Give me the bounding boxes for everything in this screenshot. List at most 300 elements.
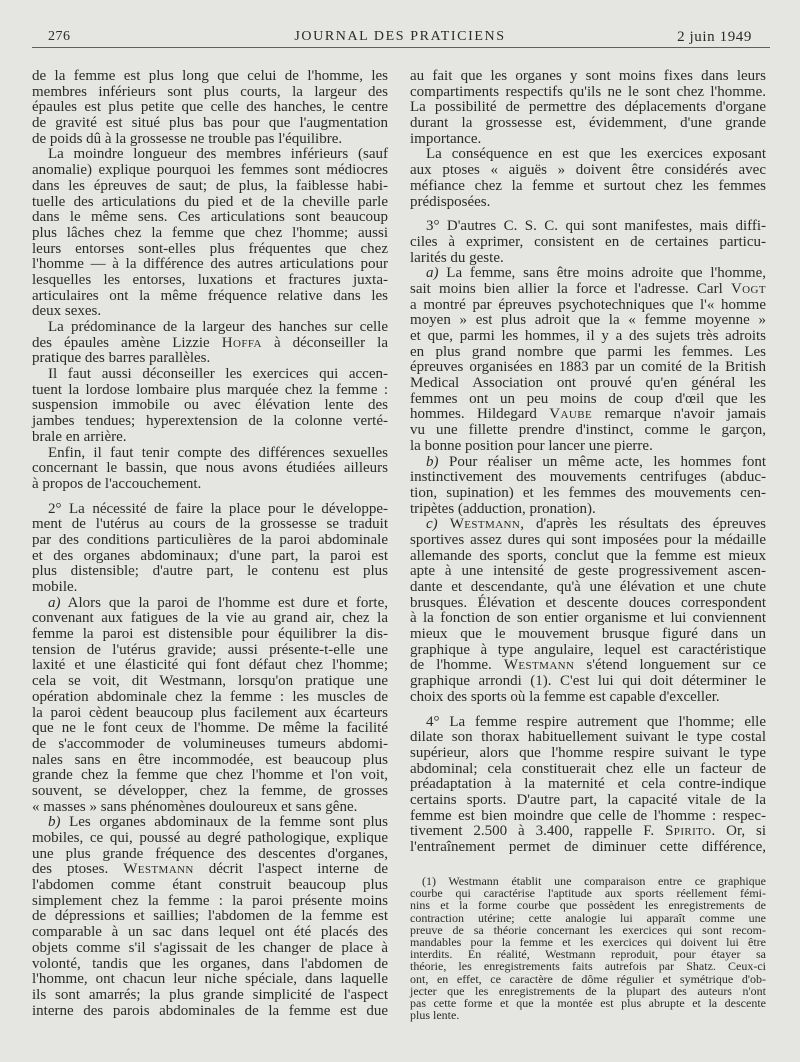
text-run: plus distensible; d'autre part, le contenu est plus <box>32 563 388 580</box>
line-text <box>410 328 766 344</box>
text-run: nales sans en être incommodée, est beaucoup plus <box>32 751 388 768</box>
line-text <box>32 720 388 736</box>
text-line <box>32 721 388 737</box>
line-text <box>410 610 766 626</box>
text-line <box>32 768 388 784</box>
line-text <box>32 99 388 115</box>
text-line <box>32 862 388 878</box>
line-text <box>32 971 388 987</box>
line-text <box>48 319 388 335</box>
text-line <box>32 925 388 941</box>
text-run: de dépressions et saillies; l'abdomen de la femme est <box>32 908 388 925</box>
text-run: graphique arrondi (1). C'est lui qui doit déterminer le <box>410 673 766 690</box>
line-text <box>32 256 388 272</box>
text-line <box>32 580 388 596</box>
text-run: dans les épreuves de saut; de plus, la faiblesse habi- <box>32 177 388 194</box>
text-run: à la fonction de son entier organisme et lui conviennent <box>410 610 766 627</box>
line-text <box>32 893 388 909</box>
paragraph <box>32 320 388 367</box>
text-run: cela se voit, dit Westmann, lorsqu'on pratique une <box>32 673 388 690</box>
text-run: femme la paroi est distensible pour équilibrer la dis- <box>32 626 388 643</box>
text-run: « masses » sans phénomènes douloureux et sans gêne. <box>32 798 358 815</box>
line-text <box>426 218 766 234</box>
paragraph <box>32 367 388 445</box>
line-text <box>410 131 481 147</box>
text-line <box>32 643 388 659</box>
text-line <box>32 242 388 258</box>
line-text <box>32 272 388 288</box>
text-run: dilate son thorax habituellement suivant le type costal <box>410 729 766 746</box>
text-run: importance. <box>410 130 482 147</box>
line-text <box>32 940 388 956</box>
text-run: allemande des sports, conclut que la femme est mieux <box>410 547 766 564</box>
text-run: plus lente. <box>410 1008 460 1023</box>
text-run: 4° La femme respire autrement que l'homme; elle <box>426 713 766 730</box>
text-line <box>32 179 388 195</box>
line-text <box>32 642 388 658</box>
text-line <box>32 226 388 242</box>
text-line <box>410 486 766 502</box>
text-run: courbe qui caractérise l'aptitude aux sports réellement fémi- <box>410 886 766 901</box>
text-run: 3° D'autres C. S. C. qui sont manifestes, mais diffi- <box>426 218 766 235</box>
line-text <box>32 460 388 476</box>
text-run: à propos de l'accouchement. <box>32 475 202 492</box>
line-text <box>426 265 766 281</box>
text-line <box>32 351 388 367</box>
text-run: moyen » est plus adroit que la « femme moyenne » <box>410 312 766 329</box>
text-run: certains sports. D'autre part, la capacité vitale de la <box>410 791 766 808</box>
text-line <box>410 132 766 148</box>
text-run: suspension immobile ou avec élévation lente des <box>32 397 388 414</box>
text-run: femmes ont un peu moins de coup d'œil que les <box>410 390 766 407</box>
line-text <box>410 595 766 611</box>
text-run: simplement chez la femme : la paroi présente moins <box>32 892 388 909</box>
line-text <box>32 178 388 194</box>
line-text <box>410 745 766 761</box>
text-line <box>410 824 766 840</box>
paragraph <box>410 455 766 518</box>
text-line <box>32 878 388 894</box>
text-run: pratique des barres parallèles. <box>32 350 211 367</box>
text-run: ment de l'utérus au cours de la grossesse se traduit <box>32 516 388 533</box>
text-line <box>32 596 388 612</box>
line-text <box>410 312 766 328</box>
text-run: de l'homme. <box>410 657 504 674</box>
text-run: brale en arrière. <box>32 428 127 445</box>
text-run: en plus grand nombre que parmi les femmes. Les <box>410 343 766 360</box>
text-line <box>410 179 766 195</box>
text-line <box>32 815 388 831</box>
text-run: des ptoses. <box>32 861 124 878</box>
text-run: tuelle des articulations du pied et de la cheville parle <box>32 193 388 210</box>
text-line <box>410 329 766 345</box>
text-line <box>32 477 388 493</box>
paragraph <box>410 219 766 266</box>
text-run: ciles à exprimer, consistent en de certaines particu- <box>410 233 766 250</box>
text-run: Les organes abdominaux de la femme sont plus <box>60 814 388 831</box>
line-text <box>32 516 388 532</box>
line-text <box>32 303 101 319</box>
text-line <box>410 746 766 762</box>
text-line <box>32 210 388 226</box>
paragraph <box>32 502 388 596</box>
text-run: mieux que le mouvement brusque figuré dans un <box>410 626 766 643</box>
text-line <box>410 762 766 778</box>
line-text <box>32 131 342 147</box>
text-line <box>410 360 766 376</box>
line-text <box>410 996 766 1010</box>
line-text <box>32 673 388 689</box>
text-run: théorie, les enregistrements faits autrefois par Shatz. Ceux-ci <box>410 959 766 974</box>
text-run: tivement 2.500 à 3.400, rappelle F. <box>410 823 666 840</box>
text-run: l'homme, ont chacun leur niche spéciale, dans laquelle <box>32 971 388 988</box>
paragraph <box>410 517 766 705</box>
text-run: articulaires ont la même fréquence relative dans les <box>32 287 388 304</box>
text-run: La femme, sans être moins adroite que l'homme, <box>438 265 766 282</box>
text-line <box>32 147 388 163</box>
text-run: de poids dû à la grossesse ne trouble pas l'équilibre. <box>32 130 343 147</box>
text-line <box>32 195 388 211</box>
line-text <box>410 391 766 407</box>
line-text <box>48 501 388 517</box>
line-text <box>32 225 388 241</box>
text-run: tuent la lordose lombaire plus marquée chez la femme : <box>32 381 388 398</box>
text-line <box>410 407 766 423</box>
text-run: par des conditions particulières de la paroi abdominale <box>32 531 388 548</box>
text-line <box>32 941 388 957</box>
text-line <box>32 414 388 430</box>
text-line <box>32 533 388 549</box>
line-text <box>32 84 388 100</box>
text-run: grande chez la femme que chez l'homme et l'on voit, <box>32 767 388 784</box>
text-line <box>32 163 388 179</box>
left-text-column <box>32 69 388 1019</box>
paragraph <box>32 815 388 1019</box>
text-run: de gravité est situé plus bas pour que l'augmentation <box>32 115 388 132</box>
line-text <box>32 924 388 940</box>
text-run: interdits. En réalité, Westmann reproduit, pour étayer sa <box>410 947 766 962</box>
text-line <box>410 793 766 809</box>
line-text <box>32 335 388 351</box>
text-line <box>410 251 766 267</box>
item-label: a) <box>426 265 439 282</box>
line-text <box>410 673 766 689</box>
text-run: au fait que les organes y sont moins fixes dans leurs <box>410 68 766 84</box>
text-line <box>410 147 766 163</box>
text-line <box>32 446 388 462</box>
line-text <box>32 767 388 783</box>
text-run: brusques. Élévation et descente douces correspondent <box>410 594 766 611</box>
line-text <box>48 595 388 611</box>
text-line <box>32 674 388 690</box>
line-text <box>410 297 766 313</box>
text-run: l'entraînement permet de diminuer cette différence, <box>410 839 766 855</box>
text-line <box>410 596 766 612</box>
text-run: Enfin, il faut tenir compte des différences sexuelles <box>48 444 388 461</box>
text-run: apte à une intensité de geste progressivement ascen- <box>410 563 766 580</box>
text-line <box>410 690 766 706</box>
text-line <box>410 345 766 361</box>
text-run: la paroi cèdent beaucoup plus facilement aux écarteurs <box>32 704 388 721</box>
text-line <box>410 502 766 518</box>
line-text <box>410 776 766 792</box>
text-line <box>32 957 388 973</box>
text-run: épreuves organisées en 1883 par un comité de la British <box>410 359 766 376</box>
line-text <box>32 830 388 846</box>
text-run: La conséquence en est que les exercices exposant <box>426 146 766 163</box>
text-run: femme est bien moindre que celle de l'homme : respec- <box>410 807 766 824</box>
section <box>32 69 388 493</box>
text-line <box>32 690 388 706</box>
text-line <box>410 235 766 251</box>
text-line <box>410 1009 766 1021</box>
header-rule <box>32 47 770 48</box>
text-run: et que, parmi les hommes, il y a des sujets très adroits <box>410 328 766 344</box>
text-run: Medical Association ont prouvé qu'en général les <box>410 375 766 392</box>
text-line <box>410 470 766 486</box>
line-text <box>32 548 388 564</box>
text-run: pas cette forme et que la montée est plus abrupte et la descente <box>410 995 766 1010</box>
text-run: que ne le font ceux de l'homme. De même la facilité <box>32 720 388 737</box>
text-run: épaules est plus petite que celle des hanches, le centre <box>32 99 388 116</box>
line-text <box>410 178 766 194</box>
line-text <box>410 689 720 705</box>
text-run: dans le même sens. Ces articulations sont beaucoup <box>32 209 388 226</box>
text-run: convenant aux fatigues de la vie au grand air, chez la <box>32 610 388 627</box>
text-run: preuve de sa théorie concernant les exercices qui sont recom- <box>410 922 766 937</box>
text-line <box>32 784 388 800</box>
text-run: souvent, se développer, chez la femme, de grosses <box>32 782 388 799</box>
text-line <box>32 336 388 352</box>
author-name: Vaube <box>549 406 593 423</box>
text-line <box>32 367 388 383</box>
line-text <box>410 359 766 375</box>
line-text <box>410 344 766 360</box>
footnote <box>410 875 766 1021</box>
text-line <box>32 894 388 910</box>
line-text <box>32 610 388 626</box>
text-run: anomalie) explique pourquoi les femmes sont médiocres <box>32 162 388 179</box>
text-run: prédisposées. <box>410 193 491 210</box>
text-line <box>32 85 388 101</box>
text-run: membres inférieurs sont plus courts, la largeur des <box>32 83 388 100</box>
text-line <box>410 100 766 116</box>
text-line <box>410 658 766 674</box>
text-line <box>32 383 388 399</box>
line-text <box>32 209 388 225</box>
section <box>410 715 766 856</box>
line-text <box>410 194 490 210</box>
text-run: laxité et une élasticité qui font défaut chez l'homme; <box>32 657 388 674</box>
text-run: interne des parois abdominales de la femme est due <box>32 1002 388 1019</box>
line-text <box>426 714 766 730</box>
right-text-column <box>410 69 766 856</box>
line-text <box>410 729 766 745</box>
item-label: a) <box>48 594 61 611</box>
line-text <box>410 808 766 824</box>
text-run: Pour réaliser un même acte, les hommes font <box>438 453 766 470</box>
text-run: Il faut aussi déconseiller les exercices qui accen- <box>48 366 388 383</box>
text-line <box>32 706 388 722</box>
text-run: aux ptoses « aiguës » doivent être considérés avec <box>410 162 766 179</box>
text-run: leurs entorses sont-elles plus fréquentes que chez <box>32 240 388 257</box>
text-line <box>32 430 388 446</box>
line-text <box>410 162 766 178</box>
line-text <box>32 956 388 972</box>
text-line <box>410 266 766 282</box>
paragraph <box>32 446 388 493</box>
text-run: l'homme — à la différence des autres articulations pour <box>32 256 388 273</box>
text-line <box>410 69 766 85</box>
author-name: Westmann <box>123 861 194 878</box>
text-line <box>32 461 388 477</box>
text-line <box>410 809 766 825</box>
line-text <box>32 752 388 768</box>
paragraph <box>410 875 766 1021</box>
line-text <box>410 548 766 564</box>
text-line <box>410 840 766 856</box>
line-text <box>32 908 388 924</box>
text-run: deux sexes. <box>32 303 102 320</box>
line-text <box>32 532 388 548</box>
author-name: Vogt <box>730 280 766 297</box>
text-run: contraction utérine; cette analogie lui apparaît comme une <box>410 910 766 925</box>
text-run: tension de l'utérus gravide; aussi présente-t-elle une <box>32 641 388 658</box>
line-text <box>410 68 766 84</box>
text-run: décrit l'aspect interne de <box>193 861 389 878</box>
line-text <box>410 375 766 391</box>
text-run: méfiance chez la femme et surtout chez les femmes <box>410 177 766 194</box>
line-text <box>32 288 388 304</box>
text-line <box>32 289 388 305</box>
line-text <box>32 1003 388 1019</box>
line-text <box>410 626 766 642</box>
author-name: Westmann <box>503 657 575 674</box>
line-text <box>32 68 388 84</box>
line-text <box>410 469 766 485</box>
line-text <box>410 501 596 517</box>
line-text <box>32 799 357 815</box>
text-line <box>32 398 388 414</box>
text-line <box>32 320 388 336</box>
text-run: opération abdominale chez la femme : les muscles de <box>32 688 388 705</box>
text-line <box>32 627 388 643</box>
paragraph <box>410 69 766 147</box>
text-line <box>32 132 388 148</box>
text-line <box>410 313 766 329</box>
text-line <box>32 737 388 753</box>
line-text <box>32 689 388 705</box>
text-run: l'abdomen comme étant construit beaucoup plus <box>32 877 388 894</box>
text-run: 2° La nécessité de faire la place pour le développe- <box>48 500 388 517</box>
text-run: à déconseiller la <box>261 334 388 351</box>
line-text <box>32 657 388 673</box>
line-text <box>410 792 766 808</box>
line-text <box>426 516 766 532</box>
text-line <box>410 376 766 392</box>
text-line <box>32 831 388 847</box>
text-run: remarque n'avoir jamais <box>592 406 766 423</box>
text-run: lesquelles les entorses, luxations et fractures juxta- <box>32 271 388 288</box>
line-text <box>32 783 388 799</box>
text-line <box>410 282 766 298</box>
text-line <box>410 564 766 580</box>
paragraph <box>410 147 766 210</box>
paragraph <box>32 147 388 320</box>
text-run: nins et la forme courbe que possèdent les enregistrements de <box>410 898 766 913</box>
line-text <box>32 413 388 429</box>
text-run: comparable à un sac dans lequel ont été placés des <box>32 924 388 941</box>
line-text <box>32 382 388 398</box>
line-text <box>32 861 388 877</box>
line-text <box>410 1008 459 1022</box>
line-text <box>410 422 766 438</box>
line-text <box>32 476 201 492</box>
text-line <box>410 580 766 596</box>
text-line <box>32 100 388 116</box>
line-text <box>32 194 388 210</box>
line-text <box>410 234 766 250</box>
text-line <box>32 753 388 769</box>
section <box>410 219 766 705</box>
text-line <box>410 219 766 235</box>
author-name: Westmann <box>449 516 521 533</box>
line-text <box>32 115 388 131</box>
text-line <box>32 257 388 273</box>
text-line <box>32 1004 388 1020</box>
text-line <box>410 423 766 439</box>
text-run: jambes tendues; hyperextension de la colonne verté- <box>32 413 388 430</box>
paragraph <box>410 715 766 856</box>
text-run: mandables pour la femme et les exercices qui doivent lui être <box>410 934 766 949</box>
text-run: vu une fillette prendre d'instinct, comme le garçon, <box>410 422 766 439</box>
text-line <box>410 455 766 471</box>
text-run: Alors que la paroi de l'homme est dure et forte, <box>60 594 388 611</box>
line-text <box>410 84 766 100</box>
line-text <box>32 579 77 595</box>
author-name: Hoffa <box>221 334 262 351</box>
text-run: ont, en effet, ce caractère de dôme régulier et symétrique d'ob- <box>410 971 766 986</box>
text-run: objets comme s'il s'agissait de les changer de place à <box>32 939 388 956</box>
text-run: mobile. <box>32 579 78 595</box>
text-line <box>410 439 766 455</box>
text-line <box>410 195 766 211</box>
line-text <box>410 642 766 658</box>
text-line <box>32 549 388 565</box>
text-line <box>32 658 388 674</box>
author-name: Spirito <box>665 823 712 840</box>
line-text <box>32 241 388 257</box>
line-text <box>32 987 388 1003</box>
text-line <box>32 69 388 85</box>
issue-date: 2 juin 1949 <box>677 29 752 45</box>
paragraph <box>32 69 388 147</box>
text-run: et des organes abdominaux; d'une part, la paroi est <box>32 547 388 564</box>
text-line <box>410 674 766 690</box>
text-line <box>32 564 388 580</box>
line-text <box>410 406 766 422</box>
line-text <box>410 839 766 855</box>
line-text <box>32 563 388 579</box>
text-run: des épaules amène Lizzie <box>32 334 222 351</box>
text-run: préadaptation à la maternité et cela contre-indique <box>410 776 766 793</box>
line-text <box>48 146 388 162</box>
line-text <box>426 146 766 162</box>
text-line <box>32 304 388 320</box>
line-text <box>32 626 388 642</box>
text-run: durant la grossesse est, évidemment, d'une grande <box>410 115 766 132</box>
text-line <box>410 116 766 132</box>
